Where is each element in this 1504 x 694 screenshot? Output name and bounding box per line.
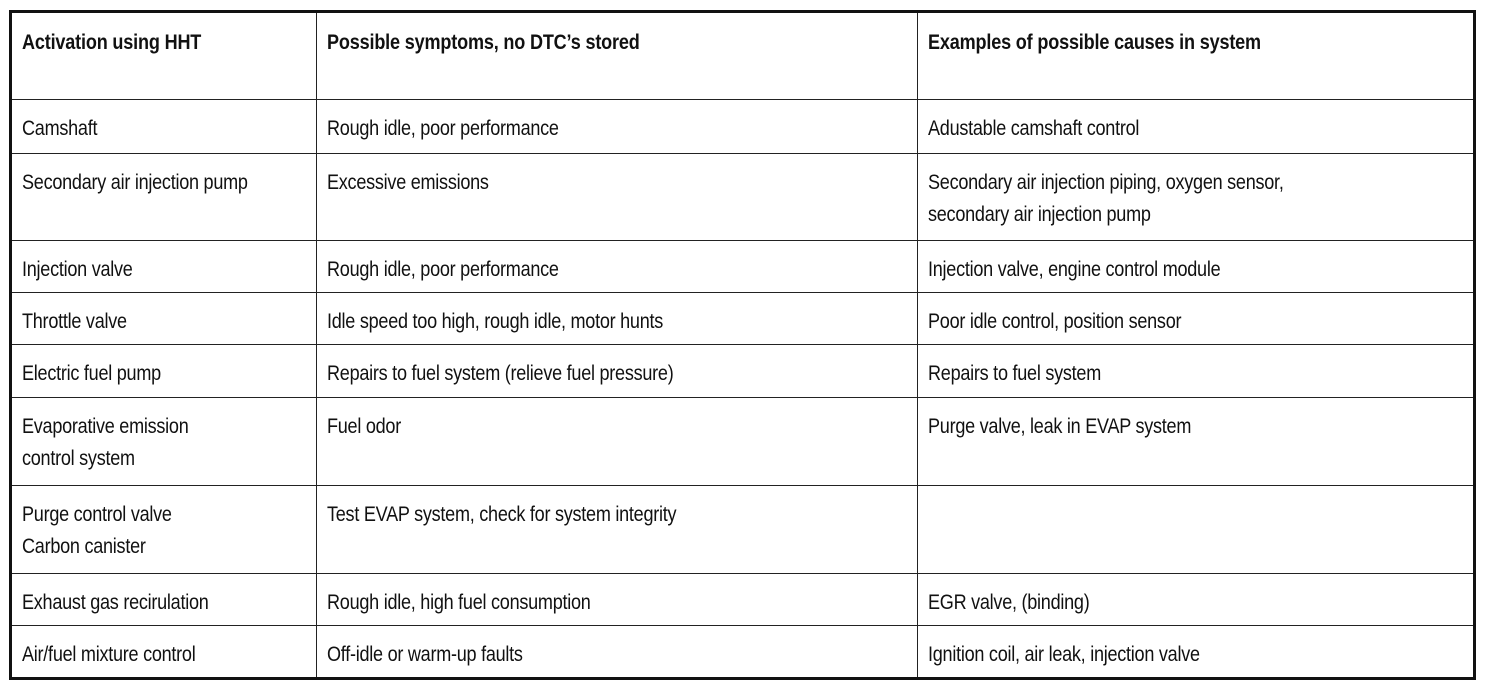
header-causes: Examples of possible causes in system — [917, 13, 1473, 99]
cell-symptoms: Rough idle, high fuel consumption — [316, 573, 917, 625]
cell-causes: Poor idle control, position sensor — [917, 292, 1473, 344]
cell-causes: Injection valve, engine control module — [917, 240, 1473, 292]
table-row — [12, 573, 1473, 625]
header-activation: Activation using HHT — [12, 13, 316, 99]
cell-activation: Purge control valve Carbon canister — [12, 485, 316, 573]
cell-causes: Secondary air injection piping, oxygen sensor, secondary air injection pump — [917, 153, 1473, 240]
diagnostic-table — [12, 13, 1473, 677]
cell-symptoms: Rough idle, poor performance — [316, 240, 917, 292]
cell-causes: Repairs to fuel system — [917, 344, 1473, 397]
cell-activation: Secondary air injection pump — [12, 153, 316, 240]
diagnostic-table-frame — [9, 10, 1476, 680]
cell-causes: Purge valve, leak in EVAP system — [917, 397, 1473, 485]
cell-symptoms: Excessive emissions — [316, 153, 917, 240]
cell-activation: Exhaust gas recirulation — [12, 573, 316, 625]
table-row — [12, 153, 1473, 240]
table-header-row — [12, 13, 1473, 99]
cell-causes — [917, 485, 1473, 573]
header-symptoms: Possible symptoms, no DTC’s stored — [316, 13, 917, 99]
table-row — [12, 99, 1473, 153]
cell-causes: Adustable camshaft control — [917, 99, 1473, 153]
table-row — [12, 485, 1473, 573]
cell-symptoms: Idle speed too high, rough idle, motor hunts — [316, 292, 917, 344]
table-row — [12, 625, 1473, 677]
cell-activation: Air/fuel mixture control — [12, 625, 316, 677]
cell-activation: Camshaft — [12, 99, 316, 153]
cell-activation: Throttle valve — [12, 292, 316, 344]
cell-activation: Injection valve — [12, 240, 316, 292]
cell-symptoms: Test EVAP system, check for system integrity — [316, 485, 917, 573]
cell-symptoms: Fuel odor — [316, 397, 917, 485]
table-row — [12, 240, 1473, 292]
table-row — [12, 344, 1473, 397]
cell-symptoms: Repairs to fuel system (relieve fuel pressure) — [316, 344, 917, 397]
cell-symptoms: Off-idle or warm-up faults — [316, 625, 917, 677]
table-row — [12, 397, 1473, 485]
cell-symptoms: Rough idle, poor performance — [316, 99, 917, 153]
cell-causes: Ignition coil, air leak, injection valve — [917, 625, 1473, 677]
table-row — [12, 292, 1473, 344]
cell-activation: Electric fuel pump — [12, 344, 316, 397]
cell-activation: Evaporative emission control system — [12, 397, 316, 485]
cell-causes: EGR valve, (binding) — [917, 573, 1473, 625]
